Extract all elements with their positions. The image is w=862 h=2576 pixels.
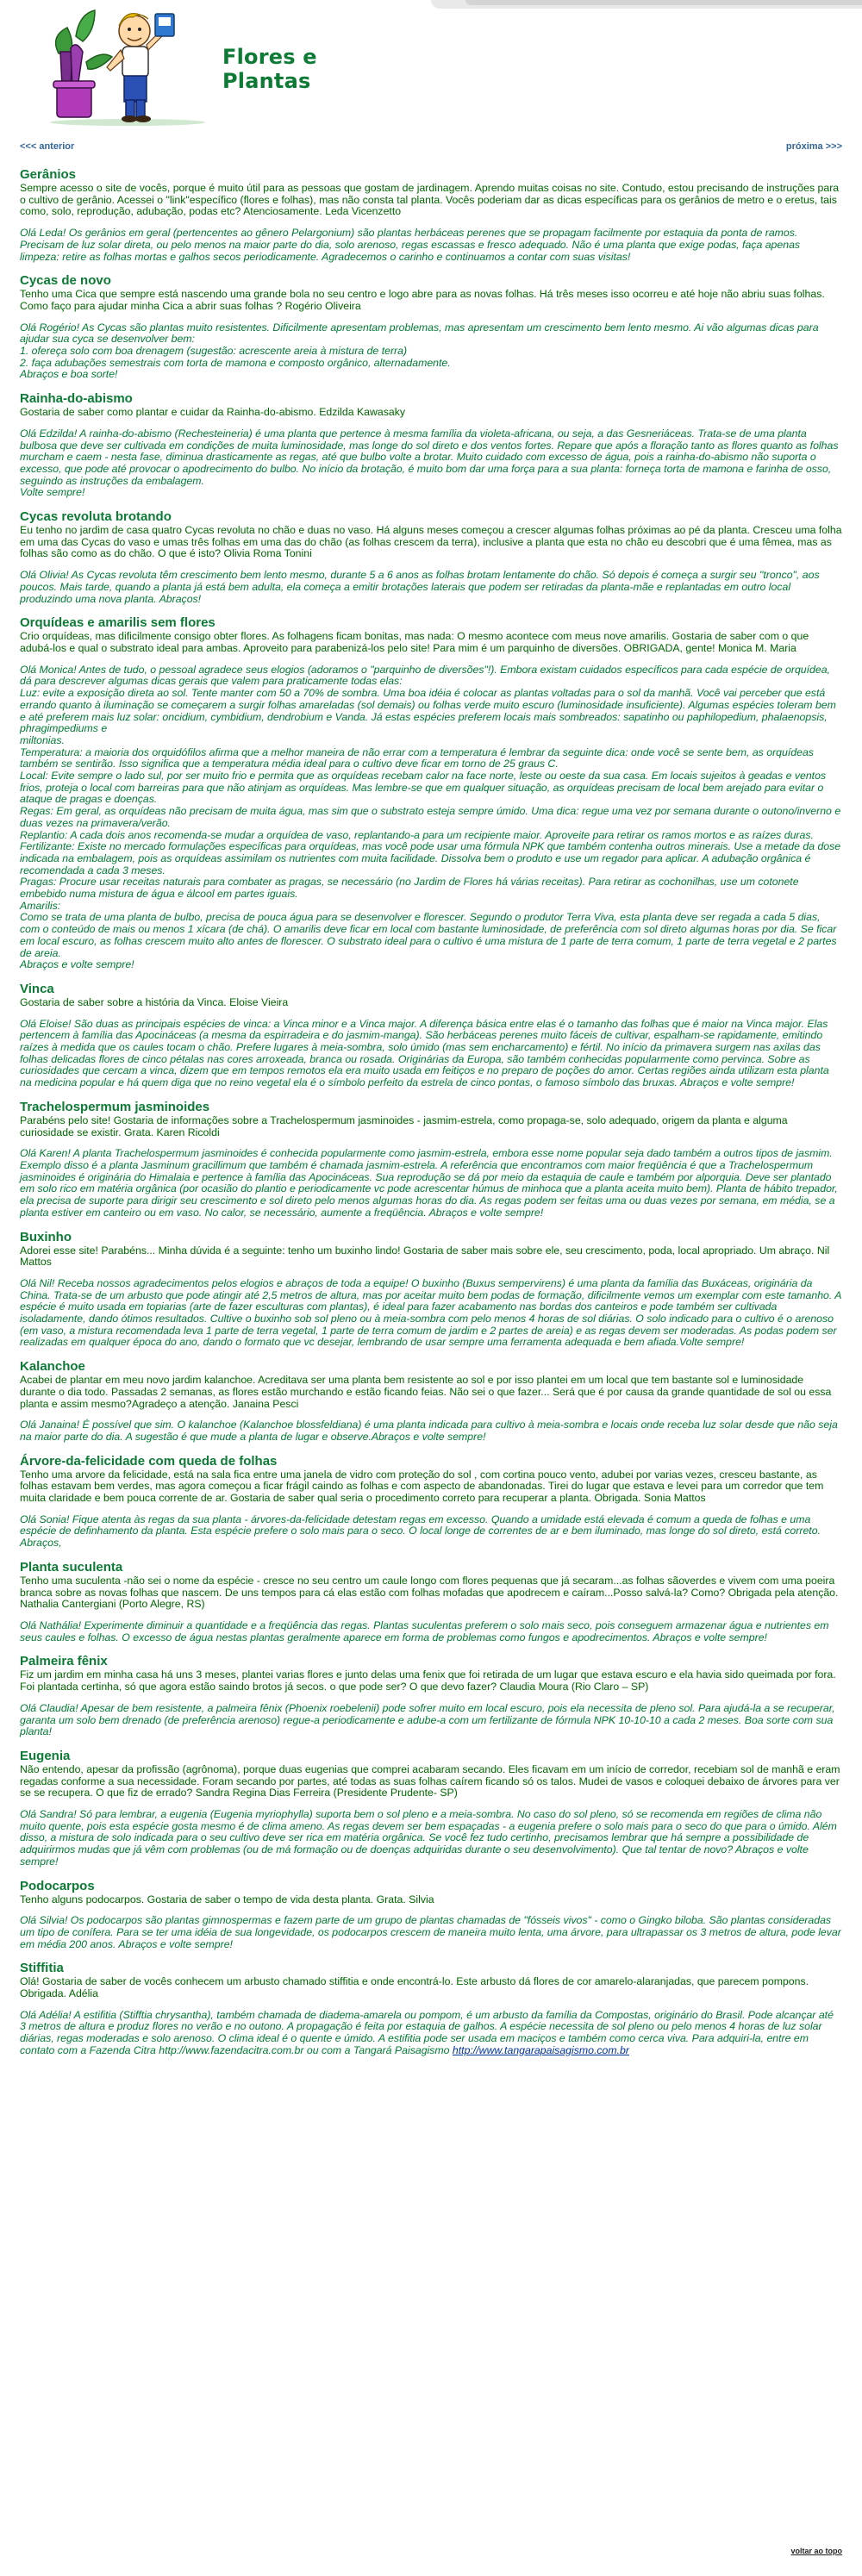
entry-title: Cycas de novo (20, 273, 111, 289)
entry-title: Árvore-da-felicidade com queda de folhas (20, 1453, 278, 1469)
entry-title: Cycas revoluta brotando (20, 509, 172, 525)
entry-answer: Olá Nathália! Experimente diminuir a quantidade e a freqüência das regas. Plantas suculentas preferem o solo mais seco, pois conseguem armazenar água e nutrientes em seus caules e folhas. O excesso de água nestas plantas geralmente aparece em forma de problemas como fungos e apodrecimentos. Abraços e volte sempre! (20, 1619, 829, 1644)
entry-answer (20, 2010, 842, 2057)
qa-list (20, 160, 842, 2068)
entry-answer: Olá Sonia! Fique atenta às regas da sua planta - árvores-da-felicidade detestam regas em excesso. Quando a umidade está elevada é comum a queda de folhas e uma espécie de definhamento da planta. Esta espécie prefere o solo mais para o seco. O local longe de correntes de ar e bem iluminado, mas longe do sol direto, está correto. Abraços, (20, 1513, 821, 1550)
entry-title: Buxinho (20, 1229, 72, 1244)
qa-entry (20, 1654, 842, 1738)
entry-question: Adorei esse site! Parabéns... Minha dúvida é a seguinte: tenho um buxinho lindo! Gostaria de saber mais sobre ele, seu crescimento, poda, local apropriado. Um abraço. Nil Mattos (20, 1244, 830, 1269)
entry-question: Gostaria de saber sobre a história da Vinca. Eloise Vieira (20, 995, 289, 1008)
entry-answer: Olá Eloise! São duas as principais espécies de vinca: a Vinca minor e a Vinca major. A diferença básica entre elas é o tamanho das folhas que é maior na Vinca major. Elas pertencem à família das Apocináceas (a mesma da espirradeira e do jasmim-manga). São herbáceas perenes muito fáceis de cultivar, espalham-se rapidamente, emitindo raízes à medida que os caules tocam o chão. Prefere lugares à meia-sombra, solo úmido (mas sem encharcamento) e fértil. No início da primavera surgem nas axilas das folhas delicadas flores de cinco pétalas nas cores arroxeada, branca ou rosada. Originárias da Europa, são também conhecidas popularmente como pervinca. Sobre as curiosidades que cercam a vinca, dizem que em tempos remotos ela era muito usada em feitiços e no preparo de poções do amor. Certas regiões ainda utilizam esta planta na medicina popular e há quem diga que no reino vegetal ela é o símbolo perfeito da estrela de cinco pontas, o famoso símbolo das bruxas. Abraços e volte sempre! (20, 1017, 829, 1089)
next-page-link[interactable]: próxima >>> (785, 141, 842, 152)
entry-question: Não entendo, apesar da profissão (agrônoma), porque duas eugenias que comprei acabaram secando. Eles ficavam em um início de corredor, recebiam sol de manhã e eram regadas conforme a sua necessidade. Foram secando por partes, até todas as suas folhas caírem ficando só os talos. Mudei de vasos e coloquei debaixo de árvores para ver se se recupera. O que fiz de errado? Sandra Regina Dias Ferreira (Presidente Prudente- SP) (20, 1762, 840, 1799)
entry-title: Trachelospermum jasminoides (20, 1099, 210, 1114)
entry-question: Fiz um jardim em minha casa há uns 3 meses, plantei varias flores e junto delas uma fenix que foi retirada de um lugar que estava escuro e ela havia sido queimada por fora. Foi plantada certinha, só que agora estão saindo brotos já secos. o que pode ser? O que devo fazer? Claudia Moura (Rio Claro – SP) (20, 1668, 836, 1693)
entry-answer: Olá Rogério! As Cycas são plantas muito resistentes. Dificilmente apresentam problemas, mas apresentam um crescimento bem lento mesmo. Ai vão algumas dicas para ajudar sua cyca se desenvolver bem: 1. ofereça solo com boa drenagem (sugestão: acrescente areia à mistura de terra) 2. faça adubações semestrais com torta de mamona e composto orgânico, alternadamente. Abraços e boa sorte! (20, 321, 819, 381)
entry-question: Eu tenho no jardim de casa quatro Cycas revoluta no chão e duas no vaso. Há alguns meses começou a crescer algumas folhas próximas ao pé da planta. Cresceu uma folha em uma das Cycas do vaso e umas três folhas em uma das do chão (as folhas crescem da terra), inclusive a planta que esta no chão eu descobri que é uma fêmea, mas as folhas são como as do chão. O que é isto? Olivia Roma Tonini (20, 524, 842, 560)
entry-question: Tenho alguns podocarpos. Gostaria de saber o tempo de vida desta planta. Grata. Silvia (20, 1893, 434, 1905)
entry-title: Orquídeas e amarilis sem flores (20, 615, 216, 631)
entry-question: Tenho uma arvore da felicidade, está na sala fica entre uma janela de vidro com proteção do sol , com cortina pouco vento, adubei por varias vezes, cresceu bastante, as folhas estavam bem verdes, mas agora começou a ficar frágil caindo as folhas e com aspecto de abandonadas. Tirei do lugar que estava e levei para um corredor que tem muita claridade e bem pouca corrente de ar. Gostaria de saber qual seria o procedimento correto para recuperar a planta. Obrigada. Sonia Mattos (20, 1468, 824, 1505)
top-swoosh-inner (465, 0, 862, 5)
site-title: Flores e Plantas (222, 45, 317, 93)
qa-entry (20, 1359, 842, 1444)
entry-question: Acabei de plantar em meu novo jardim kalanchoe. Acreditava ser uma planta bem resistente ao sol e por isso plantei em um local que tem bastante sol e luminosidade durante o dia todo. Passadas 2 semanas, as flores estão murchando e estão ficando feias. Não sei o que fazer... Será que é por causa da grande quantidade de sol ou essa planta e assim mesmo?Agradeço a atenção. Janaina Pesci (20, 1374, 832, 1410)
entry-answer: Olá Olivia! As Cycas revoluta têm crescimento bem lento mesmo, durante 5 a 6 anos as folhas brotam lentamente do chão. Só depois é começa a surgir seu "tronco", aos poucos. Mais tarde, quando a planta já está bem adulta, ela começa a emitir brotações laterais que podem ser retiradas da planta-mãe e replantadas em outro local produzindo uma nova planta. Abraços! (20, 569, 820, 605)
entry-title: Vinca (20, 981, 54, 996)
qa-entry (20, 391, 842, 499)
qa-entry (20, 273, 842, 381)
entry-question: Sempre acesso o site de vocês, porque é muito útil para as pessoas que gostam de jardinagem. Aprendo muitas coisas no site. Contudo, estou precisando de instruções para o cultivo de gerânio. Acessei o "link"específico (flores e folhas), mas não consta tal planta. Vocês poderiam dar as dicas específicas para os gerânios de metro e o eretus, tais como, solo, reprodução, adubação, podas etc? Atenciosamente. Leda Vicenzetto (20, 182, 840, 218)
qa-entry (20, 167, 842, 263)
tangara-paisagismo-link[interactable]: http://www.tangarapaisagismo.com.br (452, 2043, 629, 2056)
qa-entry (20, 1961, 842, 2056)
qa-entry (20, 1100, 842, 1219)
qa-entry (20, 982, 842, 1089)
qa-entry (20, 1560, 842, 1644)
entry-question: Tenho uma Cica que sempre está nascendo uma grande bola no seu centro e logo abre para as novas folhas. Há três meses isso ocorreu e até hoje não abriu suas folhas. Como faço para ajudar minha Cica a abrir suas folhas ? Rogério Oliveira (20, 288, 825, 312)
entry-answer: Olá Edzilda! A rainha-do-abismo (Rechesteineria) é uma planta que pertence à mesma família da violeta-africana, ou seja, a das Gesneriáceas. Trata-se de uma planta bulbosa que deve ser cultivada em condições de muita luminosidade, mas longe do sol direto e dos ventos fortes. Repare que após a floração tanto as flores quanto as folhas murcham e caem - nesta fase, diminua drasticamente as regas, até que bulbo volte a brotar. Muito cuidado com excesso de água, pois a rainha-do-abismo não suporta o excesso, que pode até provocar o apodrecimento do bulbo. No início da brotação, é muito bom dar uma força para a sua planta: forneça torta de mamona e farinha de osso, seguindo as instruções da embalagem. Volte sempre! (20, 427, 839, 499)
entry-title: Kalanchoe (20, 1359, 85, 1375)
entry-answer-text: Olá Adélia! A estifitia (Stifftia chrysantha), também chamada de diadema-amarela ou pompom, é um arbusto da família da Compostas, originário do Brasil. Pode alcançar até 3 metros de altura e produz flores no verão e no outono. A propagação é feita por estaquia de galhos. A espécie necessita de sol pleno ou pelo menos 4 horas de luz solar diárias, regas moderadas e solo arenoso. O clima ideal é o quente e úmido. A estifitia pode ser usada em maciços e também como cerca viva. Para adquiri-la, entre em contato com a Fazenda Citra http://www.fazendacitra.com.br ou com a Tangará Paisagismo (20, 2008, 834, 2056)
entry-title: Podocarpos (20, 1878, 95, 1893)
entry-title: Rainha-do-abismo (20, 391, 133, 407)
entry-answer: Olá Silvia! Os podocarpos são plantas gimnospermas e fazem parte de um grupo de plantas chamadas de "fósseis vivos" - como o Gingko biloba. São plantas consideradas um tipo de conífera. Para se ter uma idéia de sua longevidade, os podocarpos crescem de maneira muito lenta, uma árvore, para ultrapassar os 3 metros de altura, pode levar em média 200 anos. Abraços e volte sempre! (20, 1914, 841, 1950)
gardener-cartoon-logo (41, 2, 214, 126)
entry-answer: Olá Karen! A planta Trachelospermum jasminoides é conhecida popularmente como jasmim-estrela, embora esse nome popular seja dado também a outros tipos de jasmim. Exemplo disso é a planta Jasminum gracillimum que também é chamada jasmim-estrela. A referência que encontramos com maior freqüência é que a Trachelospermum jasminoides é originária do Himalaia e pertence à família das Apocináceas. Sua reprodução se dá por meio da estaquia de caule e também por alporquia. Deve ser plantado em solo rico em matéria orgânica (por ocasião do plantio e periodicamente vc pode acrescentar húmus de minhoca que a planta aceita muito bem). Planta de hábito trepador, ela precisa de suporte para dirigir seu crescimento e sol direto pelo menos algumas horas do dia. As regas podem ser feitas uma ou duas vezes por semana, em média, se a planta estiver em canteiro ou em vaso. No calor, se necessário, aumente a freqüência. Abraços e volte sempre! (20, 1147, 838, 1219)
qa-entry (20, 1879, 842, 1951)
entry-answer: Olá Nil! Receba nossos agradecimentos pelos elogios e abraços de toda a equipe! O buxinho (Buxus sempervirens) é uma planta da família das Buxáceas, originária da China. Trata-se de um arbusto que pode atingir até 2,5 metros de altura, mas por aceitar muito bem podas de formação, dificilmente vemos um exemplar com este tamanho. A espécie é muito usada em topiarias (arte de fazer esculturas com plantas), é ideal para fazer acabamento nas bordas dos canteiros e pode também ser cultivada isoladamente, dando ótimos resultados. Cultive o buxinho sob sol pleno ou à meia-sombra com pelo menos 4 horas de sol diárias. O solo indicado para o cultivo é o arenoso (em vaso, a mistura recomendada leva 1 parte de terra vegetal, 1 parte de terra comum de jardim e 2 partes de areia) e as regas devem ser moderadas. As podas podem ser realizadas em qualquer época do ano, dando o formato que vc desejar, lembrando de usar sempre uma ferramenta adequada e bem afiada.Volte sempre! (20, 1276, 842, 1349)
entry-question: Gostaria de saber como plantar e cuidar da Rainha-do-abismo. Edzilda Kawasaky (20, 406, 406, 419)
entry-question: Parabéns pelo site! Gostaria de informações sobre a Trachelospermum jasminoides - jasmim-estrela, como propaga-se, solo adequado, origem da planta e alguma curiosidade se existir. Grata. Karen Ricoldi (20, 1113, 788, 1138)
entry-answer: Olá Monica! Antes de tudo, o pessoal agradece seus elogios (adoramos o "parquinho de diversões"!). Embora existam cuidados específicos para cada espécie de orquídea, dá para descrever algumas dicas gerais que valem para praticamente todas elas: Luz: evite a exposição direta ao sol. Tente manter com 50 a 70% de sombra. Uma boa idéia é colocar as plantas voltadas para o sol da manhã. Você vai perceber que está errando quanto à iluminação se começarem a surgir folhas amareladas (sol demais) ou folhas verde muito escuro (luminosidade insuficiente). Algumas espécies toleram bem e até preferem mais luz solar: oncidium, cymbidium, dendrobium e Vanda. Já estas espécies preferem locais mais sombreados: sapatinho ou paphilopedium, phalaenopsis, phragimpediums e miltonias. Temperatura: a maioria dos orquidófilos afirma que a melhor maneira de não errar com a temperatura é lembrar da seguinte dica: onde você se sente bem, as orquídeas também se sentirão. Isso significa que a temperatura média ideal para o cultivo deve ficar em torno de 25 graus C. Local: Evite sempre o lado sul, por ser muito frio e permita que as orquídeas recebam calor na face norte, leste ou oeste da sua casa. Em locais sujeitos à geadas e ventos frios, proteja o local com barreiras para que não atinjam as orquídeas. Mas lembre-se que em qualquer situação, as orquídeas precisam de local bem arejado para evitar o ataque de pragas e doenças. Regas: Em geral, as orquídeas não precisam de muita água, mas sim que o substrato esteja sempre úmido. Uma dica: regue uma vez por semana durante o outono/inverno e duas vezes na primavera/verão. Replantio: A cada dois anos recomenda-se mudar a orquídea de vaso, replantando-a para um recipiente maior. Aproveite para retirar os ramos mortos e as raízes duras. Fertilizante: Existe no mercado formulações específicas para orquídeas, mas você pode usar uma fórmula NPK que também contenha outros minerais. Use a metade da dose indicada na embalagem, pois as orquídeas assimilam os nutrientes com muita facilidade. Dissolva bem o produto e use um regador para aplicar. A adubação orgânica é recomendada a cada 3 meses. Pragas: Procure usar receitas naturais para combater as pragas, se necessário (no Jardim de Flores há várias receitas). Para retirar as cochonilhas, use um cotonete embebido numa mistura de água e álcool em partes iguais. Amarilis: Como se trata de uma planta de bulbo, precisa de pouca água para se desenvolver e florescer. Segundo o produtor Terra Viva, esta planta deve ser regada a cada 5 dias, com o conteúdo de mais ou menos 1 xícara (de chá). O amarilis deve ficar em local com bastante luminosidade, de preferência com sol direto algumas horas por dia. Se ficar em local escuro, as folhas crescem muito alto antes de florescer. O substrato ideal para o cultivo é uma mistura de 1 parte de terra comum, 1 parte de terra vegetal e 2 partes de areia. Abraços e volte sempre! (20, 663, 841, 971)
back-to-top-link[interactable]: voltar ao topo (790, 2547, 842, 2555)
entry-title: Planta suculenta (20, 1559, 123, 1575)
entry-question: Crio orquídeas, mas dificilmente consigo obter flores. As folhagens ficam bonitas, mas nada: O mesmo acontece com meus nove amarilis. Gostaria de saber com o que adubá-los e qual o substrato ideal para ambas. Aproveito para parabenizá-los pelo site! Para mim é um parquinho de diversões. OBRIGADA, gente! Monica M. Maria (20, 630, 809, 654)
qa-entry (20, 1749, 842, 1868)
qa-entry (20, 1230, 842, 1350)
entry-question: Olá! Gostaria de saber de vocês conhecem um arbusto chamado stiffitia e onde encontrá-lo. Este arbusto dá flores de cor amarelo-alaranjadas, que parecem pompons. Obrigada. Adélia (20, 1975, 809, 2000)
previous-page-link[interactable]: <<< anterior (20, 141, 75, 152)
entry-title: Palmeira fênix (20, 1654, 108, 1669)
site-header (41, 0, 403, 129)
entry-title: Eugenia (20, 1748, 71, 1763)
entry-answer: Olá Sandra! Só para lembrar, a eugenia (Eugenia myriophylla) suporta bem o sol pleno e a meia-sombra. No caso do sol pleno, só se recomenda em regiões de clima não muito quente, pois esta espécie gosta mesmo é de clima ameno. As regas devem ser bem espaçadas - a eugenia prefere o solo mais para o seco do que para o úmido. Além disso, a mistura de solo indicada para o seu cultivo deve ser rica em matéria orgânica. Se você fez tudo certinho, precisamos lembrar que há sempre a possibilidade de adquirirmos mudas que já vêm com problemas (ou de má formação ou de doenças adquiridas durante o seu desenvolvimento). Que tal tentar de novo? Abraços e volte sempre! (20, 1808, 837, 1868)
qa-entry (20, 615, 842, 971)
qa-entry (20, 509, 842, 605)
qa-entry (20, 1454, 842, 1550)
entry-answer: Olá Leda! Os gerânios em geral (pertencentes ao gênero Pelargonium) são plantas herbáceas perenes que se propagam facilmente por estaquia da ponta de ramos. Precisam de luz solar direta, ou pelo menos na maior parte do dia, solo arenoso, regas escassas e fresco adequado. Não é uma planta que exige podas, faça apenas limpeza: retire as folhas mortas e galhos secos periodicamente. Agradecemos o carinho e continuamos a contar com suas visitas! (20, 227, 801, 263)
entry-title: Gerânios (20, 167, 77, 182)
entry-title: Stiffitia (20, 1961, 64, 1976)
entry-answer: Olá Claudia! Apesar de bem resistente, a palmeira fênix (Phoenix roebelenii) pode sofrer muito em local escuro, pois ela necessita de pleno sol. Para ajudá-la a se recuperar, garanta um solo bem drenado (de preferência arenoso) regue-a periodicamente e adube-a com um fertilizante de fórmula NPK 10-10-10 a cada 2 meses. Boa sorte com sua planta! (20, 1701, 835, 1738)
entry-answer: Olá Janaina! É possível que sim. O kalanchoe (Kalanchoe blossfeldiana) é uma planta indicada para cultivo à meia-sombra e locais onde receba luz solar desde que não seja na maior parte do dia. A sugestão é que mude a planta de lugar e observe.Abraços e volte sempre! (20, 1419, 838, 1443)
entry-question: Tenho uma suculenta -não sei o nome da espécie - cresce no seu centro um caule longo com flores pequenas que já secaram...as folhas sãoverdes e vivem com uma poeira branca sobre as novas folhas que nascem. De uns tempos para cá elas estão com folhas mofadas que apodrecem e caíram...Posso salvá-la? Como? Obrigada pela atenção. Nathalia Cantergiani (Porto Alegre, RS) (20, 1574, 839, 1611)
